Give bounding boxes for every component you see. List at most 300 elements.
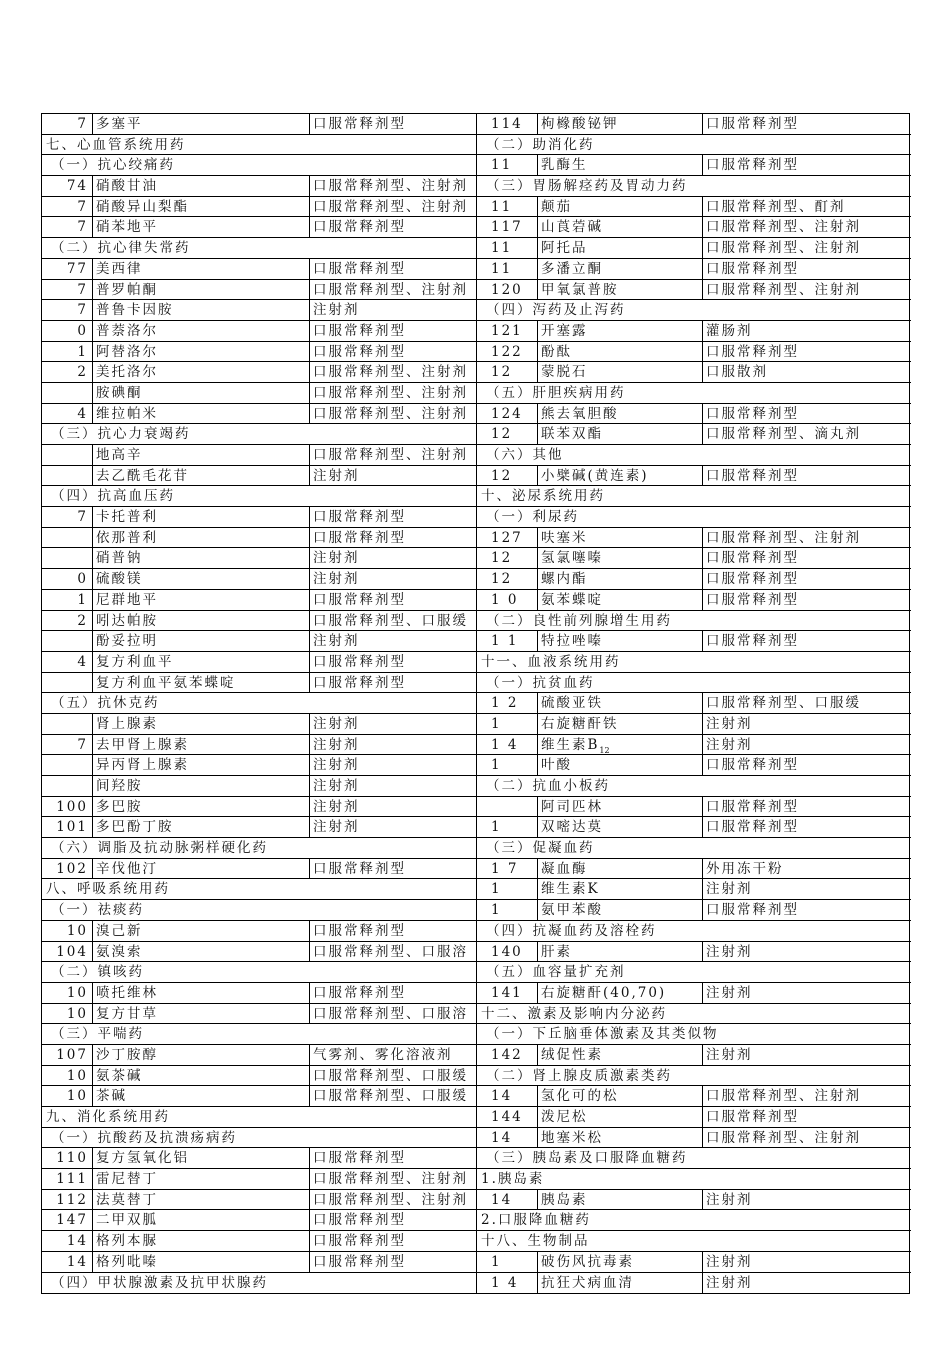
table-row [42, 1190, 476, 1211]
dosage-form: 口服常释剂型 [309, 673, 476, 693]
drug-name [92, 983, 309, 1003]
drug-name-text: 枸橼酸铋钾 [541, 116, 619, 132]
dosage-form: 注射剂 [309, 548, 476, 568]
item-number: 1 [491, 757, 502, 774]
drug-name-text: 异丙肾上腺素 [96, 757, 189, 774]
drug-name [537, 1107, 702, 1127]
dosage-form: 口服常释剂型 [702, 900, 911, 920]
drug-name-text: 肾上腺素 [96, 715, 158, 732]
subsection-heading: （二）肾上腺皮质激素类药 [486, 1067, 672, 1084]
section-heading: 十八、生物制品 [481, 1233, 590, 1250]
table-row [477, 1190, 911, 1211]
table-row [477, 942, 911, 963]
dosage-form: 口服常释剂型 [309, 983, 476, 1003]
dosage-form: 注射剂 [702, 714, 911, 734]
dosage-form: 注射剂 [309, 714, 476, 734]
item-number [42, 631, 92, 651]
table-row [42, 548, 476, 569]
drug-name [92, 548, 309, 568]
dosage-form: 口服常释剂型、注射剂 [309, 1190, 476, 1210]
dosage-form: 口服常释剂型 [702, 404, 911, 424]
drug-name [92, 921, 309, 941]
dosage-form: 口服常释剂型、注射剂 [309, 1169, 476, 1189]
drug-name [92, 259, 309, 279]
drug-name [92, 942, 309, 962]
dosage-form: 注射剂 [309, 735, 476, 755]
drug-name [537, 155, 702, 175]
subsection-heading: （三）抗心力衰竭药 [51, 426, 191, 443]
item-number: 111 [56, 1171, 88, 1188]
dosage-form: 注射剂 [309, 776, 476, 796]
table-row [477, 693, 911, 714]
drug-name [92, 714, 309, 734]
item-number: 1 7 [491, 860, 519, 877]
drug-name-text: 溴己新 [96, 922, 143, 939]
dosage-form: 口服常释剂型、注射剂 [702, 1086, 911, 1106]
drug-name [537, 569, 702, 589]
item-number: 11 [491, 260, 513, 277]
section-row [477, 486, 911, 507]
dosage-form: 口服常释剂型、注射剂 [309, 176, 476, 196]
item-number [42, 383, 92, 403]
drug-name-text: 硝普钠 [96, 550, 143, 567]
table-row [42, 383, 476, 404]
dosage-form: 口服常释剂型、注射剂 [702, 528, 911, 548]
table-row [477, 859, 911, 880]
drug-name-text: 法莫替丁 [96, 1191, 158, 1208]
drug-name-text: 胺碘酮 [96, 384, 143, 401]
item-number: 4 [77, 405, 88, 422]
item-number: 7 [77, 198, 88, 215]
table-row [477, 217, 911, 238]
table-row [42, 797, 476, 818]
dosage-form: 口服常释剂型 [309, 528, 476, 548]
dosage-form: 口服常释剂型、口服缓 [309, 1086, 476, 1106]
table-row [42, 114, 476, 135]
drug-name-text: 多塞平 [96, 116, 143, 132]
table-row [42, 1148, 476, 1169]
item-number: 14 [66, 1253, 88, 1270]
drug-name-text: 联苯双酯 [541, 426, 603, 443]
item-number: 0 [77, 322, 88, 339]
item-number [42, 776, 92, 796]
section-row [42, 1107, 476, 1128]
drug-name-text: 凝血酶 [541, 860, 588, 877]
drug-name-text: 氨苯蝶啶 [541, 591, 603, 608]
section-row [42, 693, 476, 714]
table-row [42, 176, 476, 197]
table-row [42, 1169, 476, 1190]
drug-name [537, 114, 702, 134]
dosage-form: 口服常释剂型 [309, 507, 476, 527]
table-row [42, 817, 476, 838]
dosage-form: 口服常释剂型 [702, 259, 911, 279]
dosage-form: 注射剂 [309, 300, 476, 320]
drug-name [92, 445, 309, 465]
dosage-form: 口服常释剂型 [309, 1148, 476, 1168]
section-heading: 七、心血管系统用药 [46, 136, 186, 153]
item-number [42, 755, 92, 775]
drug-name [92, 362, 309, 382]
item-number: 12 [491, 550, 513, 567]
drug-name-text: 氨溴索 [96, 943, 143, 960]
table-row [477, 900, 911, 921]
drug-name-text: 胰岛素 [541, 1191, 588, 1208]
dosage-form: 口服常释剂型、注射剂 [309, 280, 476, 300]
drug-name-text: 卡托普利 [96, 509, 158, 526]
drug-name-text: 去乙酰毛花苷 [96, 467, 189, 484]
section-row [42, 1273, 476, 1294]
drug-name [92, 528, 309, 548]
drug-name [92, 280, 309, 300]
table-row [477, 321, 911, 342]
drug-name-text: 甲氧氯普胺 [541, 281, 619, 298]
item-number [42, 445, 92, 465]
table-row [42, 652, 476, 673]
item-number: 11 [491, 157, 513, 174]
drug-name-text: 氢氯噻嗪 [541, 550, 603, 567]
subsection-heading: （四）甲状腺激素及抗甲状腺药 [51, 1274, 268, 1291]
drug-name [92, 321, 309, 341]
subsection-heading: （一）抗酸药及抗溃疡病药 [51, 1129, 237, 1146]
dosage-form: 口服常释剂型 [309, 1252, 476, 1272]
drug-name [92, 1066, 309, 1086]
drug-name-text: 绒促性素 [541, 1046, 603, 1063]
section-row [477, 135, 911, 156]
dosage-form: 口服常释剂型、口服溶 [309, 1004, 476, 1024]
section-row [477, 383, 911, 404]
item-number: 1 1 [491, 633, 519, 650]
drug-name-text: 喷托维林 [96, 984, 158, 1001]
drug-name-text: 吲达帕胺 [96, 612, 158, 629]
section-row [42, 900, 476, 921]
drug-name [537, 548, 702, 568]
section-heading: 八、呼吸系统用药 [46, 881, 170, 898]
drug-name [537, 238, 702, 258]
table-row [477, 404, 911, 425]
drug-name [92, 859, 309, 879]
subsection-heading: （一）下丘脑垂体激素及其类似物 [486, 1026, 719, 1043]
dosage-form: 口服常释剂型 [309, 590, 476, 610]
dosage-form: 口服常释剂型 [702, 817, 911, 837]
section-row [477, 1066, 911, 1087]
item-number [42, 466, 92, 486]
table-row [477, 569, 911, 590]
item-number: 11 [491, 198, 513, 215]
table-row [477, 114, 911, 135]
drug-name [92, 631, 309, 651]
drug-name [92, 466, 309, 486]
section-row [42, 238, 476, 259]
item-number: 7 [77, 281, 88, 298]
table-row [42, 1231, 476, 1252]
drug-name-text: 泼尼松 [541, 1109, 588, 1125]
dosage-form: 注射剂 [309, 817, 476, 837]
item-number: 101 [56, 819, 88, 836]
section-row [477, 962, 911, 983]
drug-name [537, 342, 702, 362]
subsection-heading: （四）抗凝血药及溶栓药 [486, 922, 657, 939]
drug-name [537, 424, 702, 444]
drug-name-text: 肝素 [541, 943, 572, 960]
dosage-form: 口服常释剂型 [702, 548, 911, 568]
item-number [42, 528, 92, 548]
section-row [477, 1231, 911, 1252]
drug-name [537, 1086, 702, 1106]
drug-name [92, 755, 309, 775]
subsection-heading: （一）祛痰药 [51, 902, 144, 919]
drug-name-text: 氨茶碱 [96, 1067, 143, 1084]
drug-name [537, 900, 702, 920]
section-row [42, 1128, 476, 1149]
section-row [42, 1024, 476, 1045]
section-row [477, 1024, 911, 1045]
subsection-heading: （五）肝胆疾病用药 [486, 384, 626, 401]
table-row [42, 590, 476, 611]
table-row [42, 776, 476, 797]
table-row [477, 983, 911, 1004]
dosage-form: 口服常释剂型、口服缓 [309, 1066, 476, 1086]
drug-name-text: 维生素B [541, 736, 600, 753]
table-row [42, 280, 476, 301]
drug-name-text: 美西律 [96, 260, 143, 277]
drug-name [537, 714, 702, 734]
section-row [42, 135, 476, 156]
table-row [477, 259, 911, 280]
drug-name [92, 797, 309, 817]
table-row [42, 921, 476, 942]
dosage-form: 注射剂 [702, 1045, 911, 1065]
table-row [42, 1210, 476, 1231]
dosage-form: 口服常释剂型、注射剂 [309, 445, 476, 465]
item-number: 14 [491, 1088, 513, 1105]
item-number: 141 [491, 984, 523, 1001]
table-row [477, 197, 911, 218]
dosage-form: 注射剂 [309, 631, 476, 651]
table-row [477, 362, 911, 383]
item-number: 1 [491, 881, 502, 898]
drug-name [537, 983, 702, 1003]
dosage-form: 口服常释剂型 [309, 921, 476, 941]
drug-name-text: 硝苯地平 [96, 219, 158, 236]
item-number: 140 [491, 943, 523, 960]
drug-name-text: 格列本脲 [96, 1233, 158, 1250]
drug-name-text: 硝酸甘油 [96, 178, 158, 195]
drug-name [92, 1210, 309, 1230]
dosage-form: 口服常释剂型 [702, 631, 911, 651]
drug-name-text: 格列吡嗪 [96, 1253, 158, 1270]
table-row [477, 797, 911, 818]
section-heading: 十一、血液系统用药 [481, 653, 621, 670]
drug-name [92, 217, 309, 237]
item-number: 12 [491, 571, 513, 588]
drug-name-text: 螺内酯 [541, 571, 588, 588]
dosage-form: 口服常释剂型 [702, 797, 911, 817]
dosage-form: 口服常释剂型 [702, 342, 911, 362]
dosage-form: 口服常释剂型 [309, 859, 476, 879]
item-number: 4 [77, 653, 88, 670]
dosage-form: 口服常释剂型 [309, 1210, 476, 1230]
drug-name [92, 673, 309, 693]
section-row [477, 652, 911, 673]
drug-name-text: 去甲肾上腺素 [96, 736, 189, 753]
drug-name-text: 硫酸镁 [96, 571, 143, 588]
drug-name [537, 942, 702, 962]
item-number [42, 714, 92, 734]
drug-name-text: 双嘧达莫 [541, 819, 603, 836]
item-number: 1 4 [491, 736, 519, 753]
subsection-heading: （二）良性前列腺增生用药 [486, 612, 672, 629]
item-number: 142 [491, 1046, 523, 1063]
drug-name-text: 间羟胺 [96, 778, 143, 794]
drug-name-text: 破伤风抗毒素 [541, 1253, 634, 1270]
section-row [477, 611, 911, 632]
drug-name [537, 1252, 702, 1272]
dosage-form: 注射剂 [702, 942, 911, 962]
drug-name-text: 尼群地平 [96, 591, 158, 608]
drug-name [537, 280, 702, 300]
section-row [42, 486, 476, 507]
drug-name [537, 1045, 702, 1065]
subsection-heading: （五）血容量扩充剂 [486, 964, 626, 981]
item-number: 100 [56, 798, 88, 815]
table-row [42, 714, 476, 735]
drug-name-text: 阿司匹林 [541, 798, 603, 815]
dosage-form: 注射剂 [702, 1252, 911, 1272]
drug-list-table [41, 113, 910, 1294]
table-row [477, 342, 911, 363]
dosage-form: 口服常释剂型 [702, 155, 911, 175]
drug-name-text: 雷尼替丁 [96, 1171, 158, 1188]
dosage-form: 口服常释剂型 [702, 114, 911, 134]
item-number: 0 [77, 571, 88, 588]
dosage-form: 注射剂 [702, 983, 911, 1003]
dosage-form: 口服常释剂型、注射剂 [702, 217, 911, 237]
section-row [477, 838, 911, 859]
subsection-heading: （三）胰岛素及口服降血糖药 [486, 1150, 688, 1167]
drug-name-text: 抗狂犬病血清 [541, 1274, 634, 1291]
item-number: 121 [491, 322, 523, 339]
drug-name [92, 1086, 309, 1106]
item-number: 77 [66, 260, 88, 277]
table-row [42, 445, 476, 466]
drug-name-text: 地塞米松 [541, 1129, 603, 1146]
subsection-heading: （三）胃肠解痉药及胃动力药 [486, 178, 688, 195]
drug-name [537, 1128, 702, 1148]
table-row [42, 507, 476, 528]
subsection-heading: （一）抗心绞痛药 [51, 157, 175, 174]
item-number: 7 [77, 116, 88, 132]
dosage-form: 口服常释剂型、注射剂 [309, 383, 476, 403]
dosage-form: 口服常释剂型 [309, 259, 476, 279]
drug-name-text: 特拉唑嗪 [541, 633, 603, 650]
table-row [477, 590, 911, 611]
table-row [42, 321, 476, 342]
dosage-form: 口服常释剂型 [309, 652, 476, 672]
drug-name [92, 1231, 309, 1251]
drug-name [92, 817, 309, 837]
section-row [42, 424, 476, 445]
drug-name-text: 硫酸亚铁 [541, 695, 603, 712]
drug-name [537, 859, 702, 879]
item-number: 2 [77, 364, 88, 381]
table-row [477, 1086, 911, 1107]
table-row [42, 1045, 476, 1066]
section-heading: 九、消化系统用药 [46, 1109, 170, 1125]
subsection-heading: （四）泻药及止泻药 [486, 302, 626, 319]
item-number: 12 [491, 364, 513, 381]
drug-name [92, 1252, 309, 1272]
dosage-form: 口服常释剂型、口服溶 [309, 942, 476, 962]
item-number: 10 [66, 1088, 88, 1105]
table-row [477, 817, 911, 838]
table-row [42, 611, 476, 632]
subsection-heading: （三）平喘药 [51, 1026, 144, 1043]
table-row [42, 569, 476, 590]
dosage-form: 口服常释剂型 [702, 1107, 911, 1127]
drug-name [537, 362, 702, 382]
table-row [477, 424, 911, 445]
drug-name-text: 普鲁卡因胺 [96, 302, 174, 319]
drug-name-text: 叶酸 [541, 757, 572, 774]
item-number: 7 [77, 302, 88, 319]
table-row [42, 735, 476, 756]
drug-name [92, 569, 309, 589]
subsection-heading: （三）促凝血药 [486, 840, 595, 857]
dosage-form: 口服常释剂型 [702, 466, 911, 486]
drug-name-text: 熊去氧胆酸 [541, 405, 619, 422]
table-row [42, 1004, 476, 1025]
table-row [42, 673, 476, 694]
drug-name [537, 797, 702, 817]
table-row [42, 755, 476, 776]
drug-name-text: 普罗帕酮 [96, 281, 158, 298]
dosage-form: 注射剂 [309, 755, 476, 775]
drug-name [537, 321, 702, 341]
drug-name [92, 1045, 309, 1065]
subsection-heading: （一）利尿药 [486, 509, 579, 526]
drug-name [537, 879, 702, 899]
dosage-form: 口服常释剂型 [309, 114, 476, 134]
item-number: 1 [491, 1253, 502, 1270]
table-row [477, 1252, 911, 1273]
table-row [42, 631, 476, 652]
drug-name [92, 776, 309, 796]
item-number: 102 [56, 860, 88, 877]
drug-name-text: 右旋糖酐(40,70) [541, 984, 667, 1001]
drug-name [537, 528, 702, 548]
table-row [42, 859, 476, 880]
item-number [477, 797, 537, 817]
subsection-heading: （四）抗高血压药 [51, 488, 175, 505]
item-number: 7 [77, 736, 88, 753]
table-row [477, 755, 911, 776]
item-number: 1 [491, 902, 502, 919]
dosage-form: 注射剂 [309, 797, 476, 817]
dosage-form: 口服常释剂型、注射剂 [702, 280, 911, 300]
drug-name-text: 普萘洛尔 [96, 322, 158, 339]
item-number: 120 [491, 281, 523, 298]
section-heading: 2.口服降血糖药 [481, 1212, 591, 1229]
table-row [42, 197, 476, 218]
item-number: 122 [491, 343, 523, 360]
drug-name-text: 酚妥拉明 [96, 633, 158, 650]
dosage-form: 口服散剂 [702, 362, 911, 382]
table-row [42, 217, 476, 238]
dosage-form: 注射剂 [702, 735, 911, 755]
table-row [477, 879, 911, 900]
table-row [42, 404, 476, 425]
